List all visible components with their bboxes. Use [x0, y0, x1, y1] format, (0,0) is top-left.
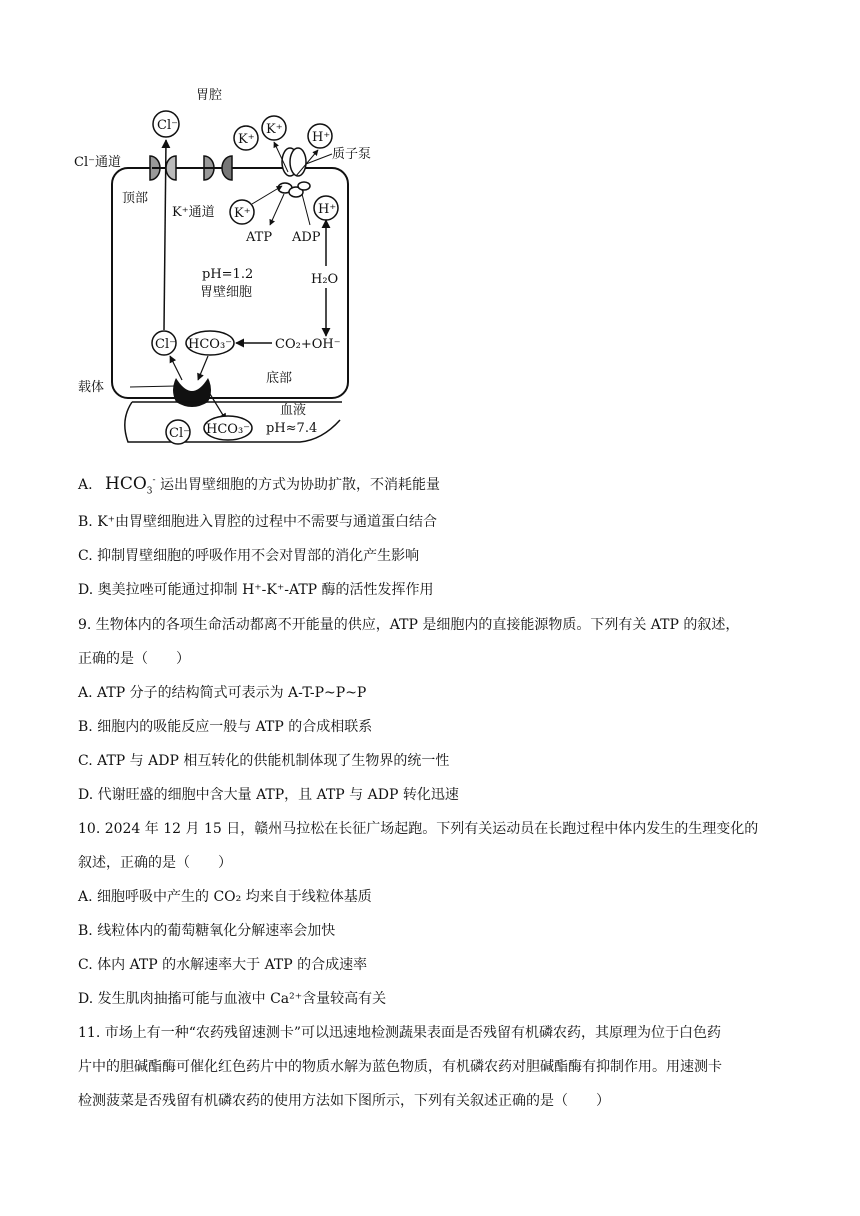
carrier-label: 载体 — [78, 380, 105, 395]
svg-text:Cl⁻: Cl⁻ — [169, 426, 190, 441]
q9-stem-line2: 正确的是（ ） — [78, 651, 190, 667]
k-ion-cell — [230, 200, 254, 224]
q9-option-d: D. 代谢旺盛的细胞中含大量 ATP，且 ATP 与 ADP 转化迅速 — [78, 787, 459, 803]
svg-text:K⁺: K⁺ — [266, 122, 283, 137]
q10-option-d: D. 发生肌肉抽搐可能与血液中 Ca²⁺含量较高有关 — [78, 991, 387, 1007]
cl-channel-label: Cl⁻通道 — [74, 155, 121, 170]
proton-pump-label: 质子泵 — [332, 147, 372, 162]
k-channel-label: K⁺通道 — [172, 205, 215, 220]
svg-text:K⁺: K⁺ — [238, 132, 255, 147]
q9-option-b: B. 细胞内的吸能反应一般与 ATP 的合成相联系 — [78, 719, 373, 735]
k-ion-lumen-2 — [262, 116, 286, 140]
q8-option-d: D. 奥美拉唑可能通过抑制 H⁺-K⁺-ATP 酶的活性发挥作用 — [78, 582, 434, 598]
hco3-formula: $HCO_3^-$ — [105, 474, 156, 497]
atp-label: ATP — [246, 230, 273, 245]
hco3-ion-cell — [186, 331, 234, 355]
water-label: H₂O — [311, 272, 339, 287]
q10-stem-line1: 10. 2024 年 12 月 15 日，赣州马拉松在长征广场起跑。下列有关运动员在长跑过程中体内发生的生理变化的 — [78, 821, 759, 837]
proton-pump — [278, 148, 310, 197]
q10-stem-line2: 叙述，正确的是（ ） — [78, 855, 232, 871]
blood-label: 血液 — [280, 403, 307, 418]
blood-ph-label: pH≈7.4 — [266, 421, 318, 436]
k-ion-lumen-1 — [234, 126, 258, 150]
cell-ph-label: pH=1.2 — [202, 267, 254, 282]
apical-label: 顶部 — [122, 191, 149, 206]
basal-label: 底部 — [266, 371, 293, 386]
cell-label: 胃壁细胞 — [200, 285, 253, 300]
svg-text:HCO₃⁻: HCO₃⁻ — [206, 422, 251, 437]
svg-text:Cl⁻: Cl⁻ — [157, 118, 178, 133]
svg-text:HCO₃⁻: HCO₃⁻ — [188, 337, 233, 352]
svg-text:H⁺: H⁺ — [312, 130, 331, 145]
hco3-ion-blood — [204, 416, 252, 440]
q8-option-c: C. 抑制胃壁细胞的呼吸作用不会对胃部的消化产生影响 — [78, 548, 420, 564]
h-ion-cell — [314, 196, 338, 220]
q10-option-a: A. 细胞呼吸中产生的 CO₂ 均来自于线粒体基质 — [78, 889, 372, 905]
stomach-parietal-cell-diagram — [70, 80, 400, 460]
q8-option-b: B. K⁺由胃壁细胞进入胃腔的过程中不需要与通道蛋白结合 — [78, 514, 438, 530]
cl-ion-blood — [166, 420, 190, 444]
k-channel-left — [166, 156, 176, 180]
svg-text:H⁺: H⁺ — [318, 202, 337, 217]
svg-text:K⁺: K⁺ — [234, 206, 251, 221]
q9-option-c: C. ATP 与 ADP 相互转化的供能机制体现了生物界的统一性 — [78, 753, 450, 769]
q10-option-b: B. 线粒体内的葡萄糖氧化分解速率会加快 — [78, 923, 336, 939]
q8-option-a: A. $HCO_3^-$ 运出胃壁细胞的方式为协助扩散，不消耗能量 — [78, 474, 441, 497]
cl-ion-lumen — [153, 111, 179, 137]
cl-ion-cell — [152, 331, 176, 355]
lumen-label: 胃腔 — [196, 88, 223, 103]
q9-stem-line1: 9. 生物体内的各项生命活动都离不开能量的供应，ATP 是细胞内的直接能源物质。下列有关 ATP 的叙述， — [78, 617, 740, 633]
q11-line3: 检测菠菜是否残留有机磷农药的使用方法如下图所示，下列有关叙述正确的是（ ） — [78, 1093, 610, 1109]
k-channel-third — [222, 156, 232, 180]
q9-option-a: A. ATP 分子的结构简式可表示为 A-T-P~P~P — [78, 685, 367, 701]
adp-label: ADP — [292, 230, 321, 245]
q10-option-c: C. 体内 ATP 的水解速率大于 ATP 的合成速率 — [78, 957, 368, 973]
q11-line2: 片中的胆碱酯酶可催化红色药片中的物质水解为蓝色物质，有机磷农药对胆碱酯酶有抑制作用。用速测卡 — [78, 1059, 722, 1075]
svg-text:Cl⁻: Cl⁻ — [155, 337, 176, 352]
q11-line1: 11. 市场上有一种“农药残留速测卡”可以迅速地检测蔬果表面是否残留有机磷农药，其原理为位于白色药 — [78, 1025, 722, 1041]
co2-label: CO₂+OH⁻ — [275, 337, 341, 352]
h-ion-lumen — [308, 124, 332, 148]
